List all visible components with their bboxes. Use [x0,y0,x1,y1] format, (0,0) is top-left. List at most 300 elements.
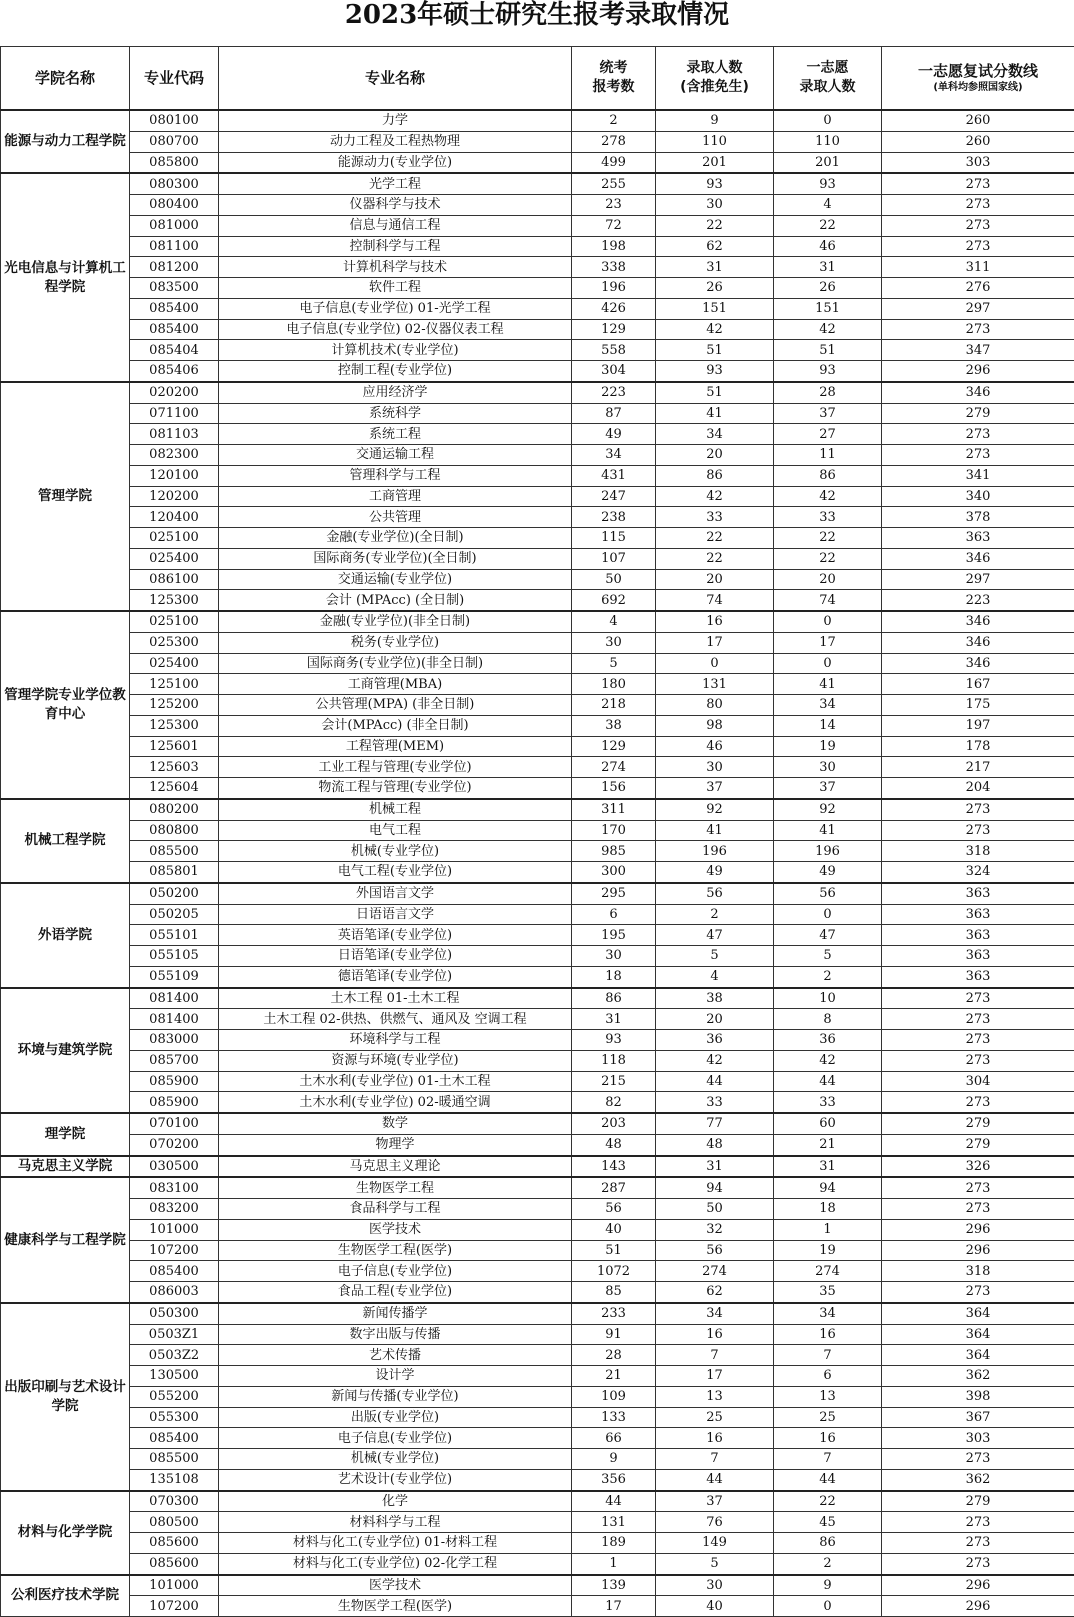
major-code: 025100 [130,528,219,549]
retest-score-line: 273 [882,1533,1074,1554]
table-row [1,236,1074,257]
major-name: 德语笔译(专业学位) [219,966,572,987]
major-name: 公共管理 [219,507,572,528]
major-code: 085801 [130,862,219,883]
major-code: 080500 [130,1512,219,1533]
major-code: 081100 [130,236,219,257]
major-name: 工程管理(MEM) [219,736,572,757]
first-choice-admitted: 94 [774,1177,882,1198]
applicants: 48 [572,1134,656,1155]
major-code: 081400 [130,988,219,1009]
retest-score-line: 204 [882,778,1074,799]
major-code: 125300 [130,590,219,611]
major-code: 120400 [130,507,219,528]
admitted: 42 [656,319,774,340]
major-name: 信息与通信工程 [219,215,572,236]
header-first-choice-line2: 录取人数 [800,79,856,95]
major-name: 数学 [219,1113,572,1134]
retest-score-line: 273 [882,1512,1074,1533]
first-choice-admitted: 42 [774,319,882,340]
applicants: 295 [572,883,656,904]
major-code: 085400 [130,1428,219,1449]
major-code: 125604 [130,778,219,799]
admitted: 20 [656,445,774,466]
applicants: 278 [572,131,656,152]
applicants: 30 [572,946,656,967]
retest-score-line: 363 [882,925,1074,946]
first-choice-admitted: 16 [774,1324,882,1345]
first-choice-admitted: 14 [774,715,882,736]
major-code: 055101 [130,925,219,946]
retest-score-line: 346 [882,611,1074,632]
admitted: 33 [656,507,774,528]
admitted: 0 [656,653,774,674]
first-choice-admitted: 45 [774,1512,882,1533]
college-name: 管理学院 [1,382,130,611]
first-choice-admitted: 1 [774,1219,882,1240]
major-code: 050205 [130,904,219,925]
applicants: 30 [572,632,656,653]
table-row [1,1553,1074,1574]
retest-score-line: 311 [882,257,1074,278]
table-row [1,110,1074,131]
major-code: 070300 [130,1491,219,1512]
retest-score-line: 217 [882,757,1074,778]
first-choice-admitted: 25 [774,1407,882,1428]
table-row [1,340,1074,361]
retest-score-line: 273 [882,1177,1074,1198]
table-row [1,736,1074,757]
table-row [1,1134,1074,1155]
applicants: 4 [572,611,656,632]
first-choice-admitted: 44 [774,1469,882,1490]
major-code: 081000 [130,215,219,236]
applicants: 356 [572,1469,656,1490]
table-row [1,1428,1074,1449]
major-code: 050300 [130,1303,219,1324]
first-choice-admitted: 2 [774,966,882,987]
retest-score-line: 273 [882,1009,1074,1030]
major-name: 软件工程 [219,278,572,299]
first-choice-admitted: 201 [774,152,882,173]
first-choice-admitted: 51 [774,340,882,361]
college-name: 环境与建筑学院 [1,988,130,1114]
applicants: 49 [572,424,656,445]
admitted: 51 [656,340,774,361]
applicants: 21 [572,1366,656,1387]
applicants: 300 [572,862,656,883]
major-name: 日语语言文学 [219,904,572,925]
admitted: 2 [656,904,774,925]
first-choice-admitted: 22 [774,215,882,236]
major-name: 数字出版与传播 [219,1324,572,1345]
admitted: 37 [656,1491,774,1512]
major-name: 控制科学与工程 [219,236,572,257]
admitted: 16 [656,1428,774,1449]
table-row [1,590,1074,611]
major-code: 050200 [130,883,219,904]
admitted: 13 [656,1386,774,1407]
table-row [1,1303,1074,1324]
retest-score-line: 296 [882,1575,1074,1596]
major-code: 101000 [130,1219,219,1240]
table-row [1,757,1074,778]
applicants: 426 [572,298,656,319]
admitted: 46 [656,736,774,757]
applicants: 338 [572,257,656,278]
admitted: 196 [656,841,774,862]
table-row [1,382,1074,403]
retest-score-line: 363 [882,883,1074,904]
table-row [1,1092,1074,1113]
first-choice-admitted: 26 [774,278,882,299]
admitted: 149 [656,1533,774,1554]
retest-score-line: 273 [882,215,1074,236]
admitted: 42 [656,486,774,507]
retest-score-line: 273 [882,1449,1074,1470]
major-code: 055105 [130,946,219,967]
admitted: 4 [656,966,774,987]
major-code: 085900 [130,1071,219,1092]
major-name: 国际商务(专业学位)(非全日制) [219,653,572,674]
applicants: 9 [572,1449,656,1470]
table-row [1,298,1074,319]
header-applicants-line1: 统考 [600,60,628,76]
admitted: 5 [656,946,774,967]
college-name: 理学院 [1,1113,130,1156]
retest-score-line: 346 [882,653,1074,674]
retest-score-line: 363 [882,528,1074,549]
table-row [1,1324,1074,1345]
major-name: 设计学 [219,1366,572,1387]
admitted: 47 [656,925,774,946]
major-name: 日语笔译(专业学位) [219,946,572,967]
major-name: 出版(专业学位) [219,1407,572,1428]
major-code: 125300 [130,715,219,736]
table-row [1,1533,1074,1554]
admitted: 93 [656,361,774,382]
major-name: 国际商务(专业学位)(全日制) [219,548,572,569]
major-name: 新闻传播学 [219,1303,572,1324]
table-row [1,1575,1074,1596]
major-name: 电气工程 [219,820,572,841]
applicants: 139 [572,1575,656,1596]
first-choice-admitted: 16 [774,1428,882,1449]
major-code: 055300 [130,1407,219,1428]
retest-score-line: 398 [882,1386,1074,1407]
major-code: 085500 [130,841,219,862]
applicants: 255 [572,173,656,194]
applicants: 109 [572,1386,656,1407]
major-code: 080300 [130,173,219,194]
applicants: 189 [572,1533,656,1554]
major-name: 电子信息(专业学位) [219,1428,572,1449]
major-code: 081400 [130,1009,219,1030]
applicants: 115 [572,528,656,549]
retest-score-line: 273 [882,424,1074,445]
major-name: 电气工程(专业学位) [219,862,572,883]
applicants: 93 [572,1030,656,1051]
applicants: 17 [572,1596,656,1617]
table-row [1,131,1074,152]
applicants: 133 [572,1407,656,1428]
major-code: 082300 [130,445,219,466]
header-score-line1: 一志愿复试分数线 [918,62,1038,80]
table-row [1,1030,1074,1051]
major-code: 083100 [130,1177,219,1198]
major-code: 0503Z2 [130,1345,219,1366]
first-choice-admitted: 42 [774,1050,882,1071]
first-choice-admitted: 17 [774,632,882,653]
first-choice-admitted: 10 [774,988,882,1009]
first-choice-admitted: 0 [774,1596,882,1617]
table-row [1,988,1074,1009]
table-row [1,820,1074,841]
college-name: 能源与动力工程学院 [1,110,130,173]
table-row [1,653,1074,674]
table-row [1,1512,1074,1533]
first-choice-admitted: 19 [774,736,882,757]
admission-table [0,46,1074,1617]
major-code: 081200 [130,257,219,278]
applicants: 247 [572,486,656,507]
first-choice-admitted: 37 [774,778,882,799]
admitted: 274 [656,1261,774,1282]
header-first-choice [774,47,882,111]
major-code: 125200 [130,695,219,716]
table-row [1,1113,1074,1134]
major-name: 土木工程 02-供热、供燃气、通风及 空调工程 [219,1009,572,1030]
first-choice-admitted: 0 [774,110,882,131]
major-name: 工商管理 [219,486,572,507]
applicants: 44 [572,1491,656,1512]
admitted: 25 [656,1407,774,1428]
admitted: 30 [656,757,774,778]
applicants: 91 [572,1324,656,1345]
admitted: 33 [656,1092,774,1113]
applicants: 18 [572,966,656,987]
admitted: 7 [656,1449,774,1470]
first-choice-admitted: 27 [774,424,882,445]
first-choice-admitted: 86 [774,1533,882,1554]
header-admitted-line1: 录取人数 [687,60,743,76]
major-name: 金融(专业学位)(非全日制) [219,611,572,632]
header-applicants-line2: 报考数 [593,79,635,95]
major-name: 计算机技术(专业学位) [219,340,572,361]
first-choice-admitted: 33 [774,1092,882,1113]
table-row [1,319,1074,340]
major-name: 仪器科学与技术 [219,195,572,216]
major-name: 材料与化工(专业学位) 02-化学工程 [219,1553,572,1574]
table-row [1,841,1074,862]
major-name: 材料科学与工程 [219,1512,572,1533]
retest-score-line: 347 [882,340,1074,361]
table-row [1,361,1074,382]
major-code: 083500 [130,278,219,299]
admitted: 42 [656,1050,774,1071]
admitted: 22 [656,548,774,569]
admitted: 77 [656,1113,774,1134]
major-code: 025100 [130,611,219,632]
retest-score-line: 362 [882,1366,1074,1387]
table-row [1,1366,1074,1387]
first-choice-admitted: 31 [774,257,882,278]
applicants: 1 [572,1553,656,1574]
retest-score-line: 296 [882,361,1074,382]
table-row [1,1156,1074,1178]
major-code: 070100 [130,1113,219,1134]
major-name: 会计(MPAcc) (非全日制) [219,715,572,736]
major-code: 086003 [130,1282,219,1303]
major-name: 艺术传播 [219,1345,572,1366]
applicants: 38 [572,715,656,736]
retest-score-line: 364 [882,1324,1074,1345]
major-name: 物流工程与管理(专业学位) [219,778,572,799]
major-name: 机械工程 [219,799,572,820]
table-row [1,1050,1074,1071]
table-row [1,1345,1074,1366]
first-choice-admitted: 37 [774,403,882,424]
retest-score-line: 273 [882,820,1074,841]
major-name: 交通运输工程 [219,445,572,466]
applicants: 131 [572,1512,656,1533]
admitted: 41 [656,403,774,424]
major-code: 025400 [130,548,219,569]
retest-score-line: 341 [882,465,1074,486]
applicants: 304 [572,361,656,382]
first-choice-admitted: 5 [774,946,882,967]
applicants: 558 [572,340,656,361]
admitted: 94 [656,1177,774,1198]
table-row [1,548,1074,569]
first-choice-admitted: 46 [774,236,882,257]
first-choice-admitted: 4 [774,195,882,216]
retest-score-line: 279 [882,1113,1074,1134]
major-name: 能源动力(专业学位) [219,152,572,173]
major-code: 071100 [130,403,219,424]
major-code: 080100 [130,110,219,131]
applicants: 129 [572,736,656,757]
applicants: 56 [572,1199,656,1220]
retest-score-line: 296 [882,1219,1074,1240]
admitted: 40 [656,1596,774,1617]
first-choice-admitted: 22 [774,548,882,569]
retest-score-line: 362 [882,1469,1074,1490]
first-choice-admitted: 34 [774,695,882,716]
major-name: 资源与环境(专业学位) [219,1050,572,1071]
first-choice-admitted: 22 [774,1491,882,1512]
table-row [1,674,1074,695]
admitted: 16 [656,611,774,632]
major-code: 020200 [130,382,219,403]
major-name: 工商管理(MBA) [219,674,572,695]
major-name: 电子信息(专业学位) 01-光学工程 [219,298,572,319]
admitted: 30 [656,195,774,216]
major-name: 生物医学工程 [219,1177,572,1198]
page-title: 2023年硕士研究生报考录取情况 [0,0,1074,36]
table-row [1,715,1074,736]
table-row [1,1282,1074,1303]
major-code: 120100 [130,465,219,486]
applicants: 5 [572,653,656,674]
major-name: 公共管理(MPA) (非全日制) [219,695,572,716]
retest-score-line: 273 [882,1050,1074,1071]
admitted: 31 [656,257,774,278]
college-name: 管理学院专业学位教育中心 [1,611,130,799]
major-name: 材料与化工(专业学位) 01-材料工程 [219,1533,572,1554]
major-name: 管理科学与工程 [219,465,572,486]
table-row [1,1009,1074,1030]
table-row [1,528,1074,549]
retest-score-line: 223 [882,590,1074,611]
table-row [1,904,1074,925]
table-row [1,1177,1074,1198]
table-row [1,215,1074,236]
college-name: 机械工程学院 [1,799,130,883]
retest-score-line: 304 [882,1071,1074,1092]
retest-score-line: 273 [882,1199,1074,1220]
applicants: 87 [572,403,656,424]
applicants: 238 [572,507,656,528]
first-choice-admitted: 60 [774,1113,882,1134]
admitted: 48 [656,1134,774,1155]
retest-score-line: 178 [882,736,1074,757]
major-code: 0503Z1 [130,1324,219,1345]
major-code: 080700 [130,131,219,152]
major-code: 135108 [130,1469,219,1490]
first-choice-admitted: 19 [774,1240,882,1261]
table-row [1,1219,1074,1240]
admitted: 26 [656,278,774,299]
applicants: 287 [572,1177,656,1198]
admitted: 34 [656,424,774,445]
major-code: 085600 [130,1533,219,1554]
retest-score-line: 303 [882,152,1074,173]
retest-score-line: 273 [882,988,1074,1009]
first-choice-admitted: 151 [774,298,882,319]
table-row [1,1491,1074,1512]
admitted: 22 [656,215,774,236]
applicants: 28 [572,1345,656,1366]
major-name: 计算机科学与技术 [219,257,572,278]
applicants: 1072 [572,1261,656,1282]
table-row [1,1261,1074,1282]
major-name: 医学技术 [219,1219,572,1240]
major-code: 055200 [130,1386,219,1407]
major-name: 土木工程 01-土木工程 [219,988,572,1009]
admitted: 44 [656,1469,774,1490]
applicants: 6 [572,904,656,925]
retest-score-line: 346 [882,632,1074,653]
applicants: 311 [572,799,656,820]
major-name: 工业工程与管理(专业学位) [219,757,572,778]
table-row [1,152,1074,173]
college-name: 健康科学与工程学院 [1,1177,130,1303]
major-code: 086100 [130,569,219,590]
applicants: 51 [572,1240,656,1261]
major-name: 土木水利(专业学位) 01-土木工程 [219,1071,572,1092]
major-code: 085400 [130,298,219,319]
table-row [1,632,1074,653]
major-code: 080200 [130,799,219,820]
applicants: 180 [572,674,656,695]
admitted: 110 [656,131,774,152]
table-row [1,1596,1074,1617]
major-code: 107200 [130,1240,219,1261]
header-score-line2: (单科均参照国家线) [882,81,1074,95]
admitted: 31 [656,1156,774,1178]
major-code: 085700 [130,1050,219,1071]
